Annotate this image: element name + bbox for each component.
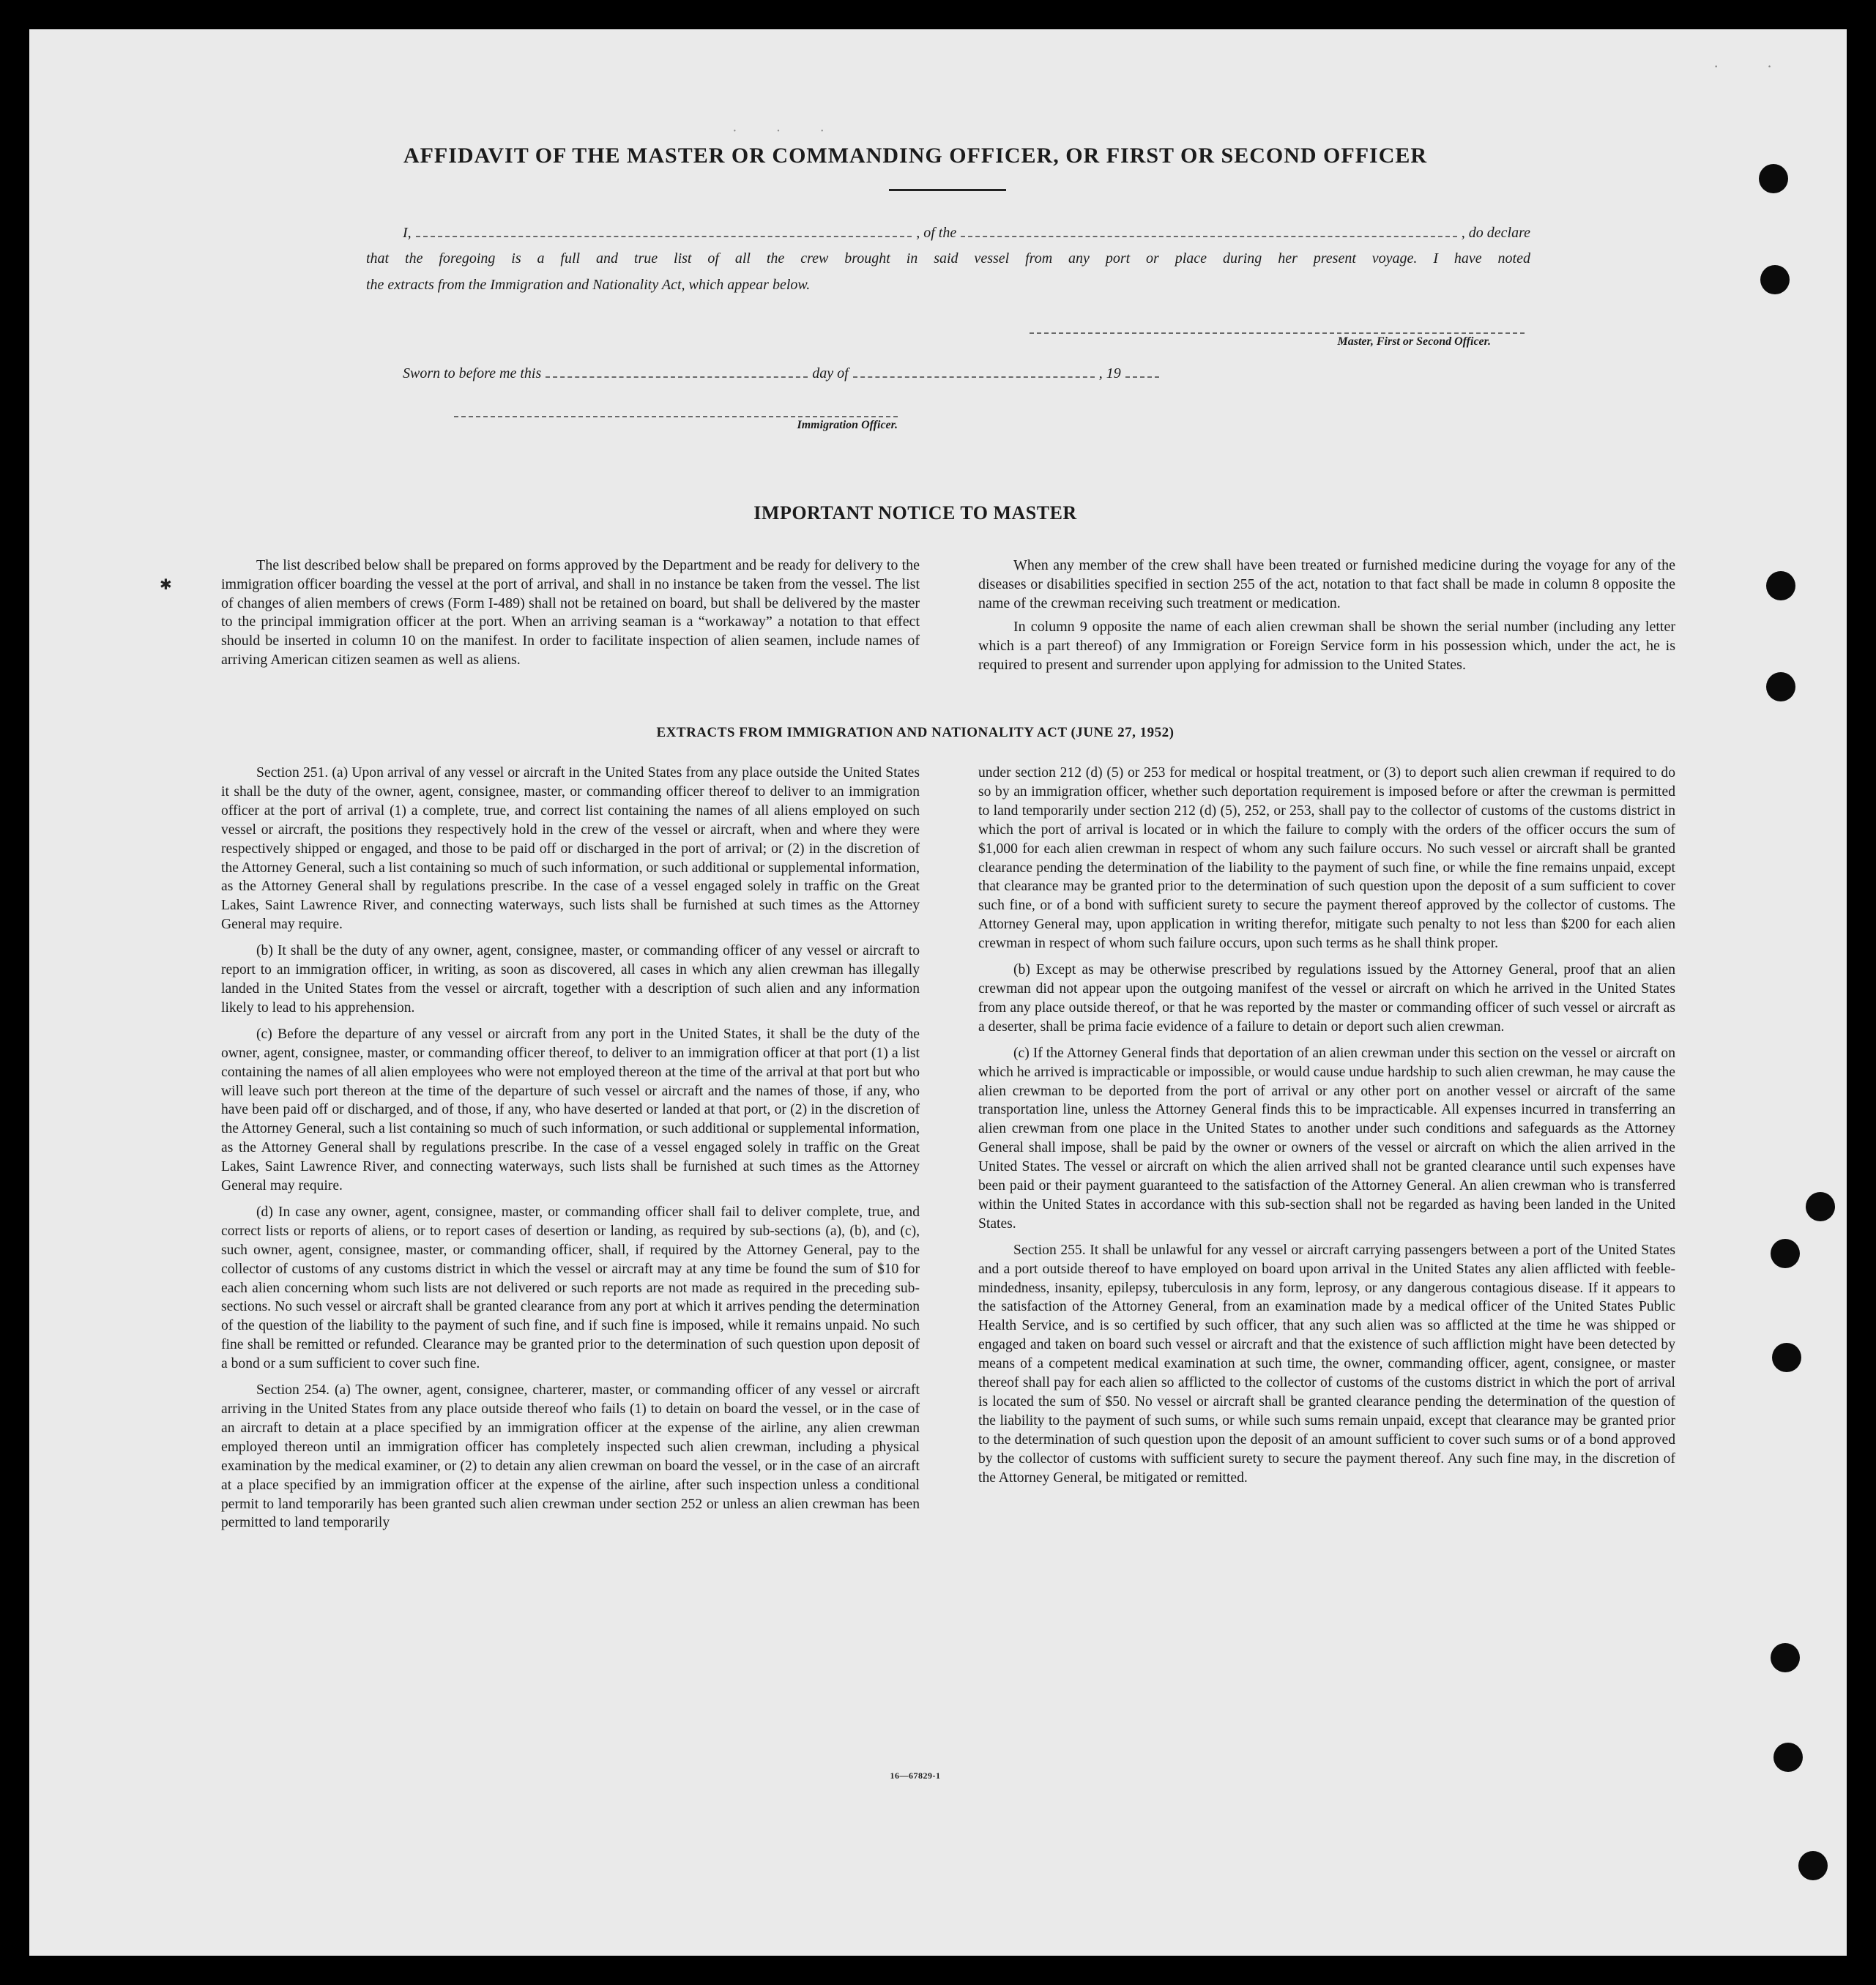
sworn-prefix: Sworn to before me this: [403, 365, 542, 381]
sworn-line: [403, 360, 1230, 382]
section-251-b: (b) It shall be the duty of any owner, agent, consignee, master, or commanding officer of any vessel or aircraft to report to an immigration officer, in writing, as soon as discovered, all cases in which any alien crewman has illegally landed in the United States from the vessel or aircraft, together with a description of such alien and any information likely to lead to his apprehension.: [221, 943, 920, 1016]
extracts-heading: EXTRACTS FROM IMMIGRATION AND NATIONALITY ACT (JUNE 27, 1952): [656, 725, 1175, 740]
sworn-month-field[interactable]: [853, 360, 1095, 378]
master-signature-label: Master, First or Second Officer.: [1337, 335, 1491, 348]
vessel-name-field[interactable]: [961, 220, 1457, 237]
punch-hole: [1772, 1343, 1801, 1372]
notice-right-column: [978, 556, 1675, 680]
notice-paragraph: In column 9 opposite the name of each alien crewman shall be shown the serial number (including any letter which is a part thereof) of any Immigration or Foreign Service form in his possession which, under the act, he is required to present and surrender upon applying for admission to the United States.: [978, 619, 1675, 673]
year-prefix: , 19: [1098, 365, 1121, 381]
master-signature-line[interactable]: [1030, 332, 1525, 349]
form-number: 16—67829-1: [890, 1770, 941, 1781]
declaration-text-line-1: that the foregoing is a full and true list of all the crew brought in said vessel from any port or place during her present voyage. I have noted: [366, 250, 1530, 267]
extracts-right-column: [978, 764, 1675, 1495]
declarant-name-field[interactable]: [416, 220, 912, 237]
punch-hole: [1798, 1851, 1828, 1880]
punch-hole: [1771, 1239, 1800, 1268]
section-255: Section 255. It shall be unlawful for any vessel or aircraft carrying passengers between a port of the United States and a port outside thereof to have employed on board upon arrival in the United States any alien afflicted with feeble-mindedness, insanity, epilepsy, tuberculosis in any form, leprosy, or any dangerous contagious disease. If it appears to the satisfaction of the Attorney General, from an examination made by a medical officer of the United States Public Health Service, and is so certified by such officer, that any such alien was so afflicted at the time he was shipped or engaged and taken on board such vessel or aircraft and that the existence of such affliction might have been detected by means of a competent medical examination at such time, the owner, commanding officer, agent, consignee, or master thereof shall pay for each alien so afflicted to the collector of customs of the customs district in which the port of arrival is located the sum of $50. No vessel or aircraft shall be granted clearance pending the determination of the question of the liability to the payment of such sums, or while such sums remain unpaid, except that clearance may be granted prior to the determination of such question upon the deposit of an amount sufficient to cover such sums or of a bond approved by the collector of customs with sufficient surety to secure the payment thereof. Any such fine may, in the discretion of the Attorney General, be mitigated or remitted.: [978, 1242, 1675, 1486]
affidavit-block: [366, 220, 1530, 298]
notice-heading: IMPORTANT NOTICE TO MASTER: [753, 502, 1077, 524]
immigration-officer-label: Immigration Officer.: [797, 419, 898, 431]
day-of-label: day of: [812, 365, 849, 381]
declaration-line: [366, 220, 1530, 245]
section-254-b: (b) Except as may be otherwise prescribed by regulations issued by the Attorney General, proof that an alien crewman did not appear upon the outgoing manifest of the vessel or aircraft on which he arrived in the United States from any place outside thereof, or that he was reported by the master or commanding officer of such vessel or aircraft as a deserter, shall be prima facie evidence of a failure to detain or deport such alien crewman.: [978, 962, 1675, 1035]
section-254-a: Section 254. (a) The owner, agent, consignee, charterer, master, or commanding officer of any vessel or aircraft arriving in the United States from any place outside thereof who fails (1) to detain on board the vessel, or in the case of an aircraft to detain at a place specified by an immigration officer at the expense of the airline, any alien crewman employed thereon until an immigration officer has completely inspected such alien crewman, including a physical examination by the medical examiner, or (2) to detain any alien crewman on board the vessel, or in the case of an aircraft at a place specified by an immigration officer at the expense of the airline, after such inspection unless a conditional permit to land temporarily has been granted such alien crewman under section 252 or unless an alien crewman has been permitted to land temporarily: [221, 1382, 920, 1531]
declarant-prefix: I,: [403, 225, 412, 241]
sworn-day-field[interactable]: [546, 360, 808, 378]
punch-hole: [1806, 1192, 1835, 1221]
immigration-officer-signature-line[interactable]: [454, 416, 898, 432]
punch-hole: [1766, 672, 1795, 701]
sworn-year-field[interactable]: [1125, 360, 1159, 378]
section-251-a: Section 251. (a) Upon arrival of any vessel or aircraft in the United States from any place outside the United States it shall be the duty of the owner, agent, consignee, master, or commanding officer thereof to deliver to an immigration officer at the port of arrival (1) a complete, true, and correct list containing the names of all aliens employed on such vessel or aircraft, the positions they respectively hold in the crew of the vessel or aircraft, when and where they were respectively shipped or engaged, and those to be paid off or discharged in the port of arrival; or (2) in the discretion of the Attorney General, such a list containing so much of such information, or such additional or supplemental information, as the Attorney General shall by regulations prescribe. In the case of a vessel engaged solely in traffic on the Great Lakes, Saint Lawrence River, and connecting waterways, such lists shall be furnished at such times as the Attorney General may require.: [221, 765, 920, 933]
do-declare-label: , do declare: [1461, 225, 1530, 241]
punch-hole: [1766, 571, 1795, 600]
notice-paragraph: The list described below shall be prepared on forms approved by the Department and be ready for delivery to the immigration officer boarding the vessel at the port of arrival, and shall in no instance be taken from the vessel. The list of changes of alien members of crews (Form I-489) shall not be retained on board, but shall be delivered by the master to the principal immigration officer at the port. When an arriving seaman is a “workaway” a notation to that effect should be inserted in column 10 on the manifest. In order to facilitate inspection of alien seamen, include names of arriving American citizen seamen as well as aliens.: [221, 557, 920, 668]
section-251-c: (c) Before the departure of any vessel or aircraft from any port in the United States, it shall be the duty of the owner, agent, consignee, master, or commanding officer thereof, to deliver to an immigration officer at that port (1) a list containing the names of all alien employees who were not employed thereon at the time of the arrival at that port but who will leave such port thereon at the time of the departure of such vessel or aircraft and the names of those, if any, who have been paid off or discharged, and of those, if any, who have deserted or landed at that port, or (2) in the discretion of the Attorney General, such a list containing so much of such information, or such additional or supplemental information, as the Attorney General shall by regulations prescribe. In the case of a vessel engaged solely in traffic on the Great Lakes, Saint Lawrence River, and connecting waterways, such lists shall be furnished at such times as the Attorney General may require.: [221, 1026, 920, 1194]
punch-hole: [1773, 1743, 1803, 1772]
punch-hole: [1771, 1643, 1800, 1672]
punch-hole: [1760, 265, 1790, 294]
scan-smudge: [732, 123, 879, 130]
notice-left-column: [221, 556, 920, 675]
notice-paragraph: When any member of the crew shall have been treated or furnished medicine during the voyage for any of the diseases or disabilities specified in section 255 of the act, notation to that fact shall be made in column 8 opposite the name of the crewman receiving such treatment or medication.: [978, 557, 1675, 611]
section-254-c: (c) If the Attorney General finds that deportation of an alien crewman under this section on the vessel or aircraft on which he arrived is impracticable or impossible, or would cause undue hardship to such alien crewman, he may cause the alien crewman to be deported from the port of arrival or any other port on another vessel or aircraft of the same transportation line, unless the Attorney General finds this to be impracticable. All expenses incurred in transferring an alien crewman from one place in the United States to another under such conditions and safeguards as the Attorney General shall impose, shall be paid by the owner or owners of the vessel or aircraft on which the alien arrived in the United States. The vessel or aircraft on which the alien arrived shall not be granted clearance until such expenses have been paid or their payment guaranteed to the satisfaction of the Attorney General. An alien crewman who is transferred within the United States in accordance with this sub-section shall not be regarded as having been landed in the United States.: [978, 1045, 1675, 1232]
extracts-left-column: [221, 764, 920, 1540]
section-251-d: (d) In case any owner, agent, consignee, master, or commanding officer shall fail to deliver complete, true, and correct lists or reports of aliens, or to report cases of desertion or landing, as required by sub-sections (a), (b), and (c), such owner, agent, consignee, master, or commanding officer, shall, if required by the Attorney General, pay to the collector of customs of any customs district in which the vessel or aircraft may at any time be found the sum of $10 for each alien concerning whom such lists are not delivered or such reports are not made as required in the preceding subsections. No such vessel or aircraft shall be granted clearance from any port at which it arrives pending the determination of the question of the liability to the payment of such fine, and if such fine is imposed, while it remains unpaid. No such fine shall be remitted or refunded. Clearance may be granted prior to the determination of such question upon deposit of a bond or a sum sufficient to cover such fine.: [221, 1204, 920, 1372]
of-the-label: , of the: [916, 225, 957, 241]
declaration-text-line-2: the extracts from the Immigration and Nationality Act, which appear below.: [366, 277, 811, 293]
section-254-a-continued: under section 212 (d) (5) or 253 for medical or hospital treatment, or (3) to deport such alien crewman if required to do so by an immigration officer, whether such deportation requirement is imposed before or after the crewman is permitted to land temporarily under section 212 (d) (5), 252, or 253, shall pay to the collector of customs of the customs district in which the port of arrival is located or in which the failure to comply with the orders of the officer occurs the sum of $1,000 for each alien crewman in respect of whom any such failure occurs. No such vessel or aircraft shall be granted clearance pending the determination of the liability to the payment of such fine, or while the fine remains unpaid, except that clearance may be granted prior to the determination of such question upon the deposit of a sum sufficient to cover such fine, or of a bond with sufficient surety to secure the payment thereof approved by the collector of customs. The Attorney General may, upon application in writing therefor, mitigate such penalty to not less than $200 for each alien crewman in respect of whom such failure occurs, upon such terms as he shall think proper.: [978, 765, 1675, 952]
document-title: AFFIDAVIT OF THE MASTER OR COMMANDING OFFICER, OR FIRST OR SECOND OFFICER: [403, 144, 1428, 168]
title-divider: [889, 189, 1006, 191]
scan-specks: · ·: [1713, 57, 1795, 75]
punch-hole: [1759, 164, 1788, 193]
stray-mark: ✱: [160, 577, 172, 593]
